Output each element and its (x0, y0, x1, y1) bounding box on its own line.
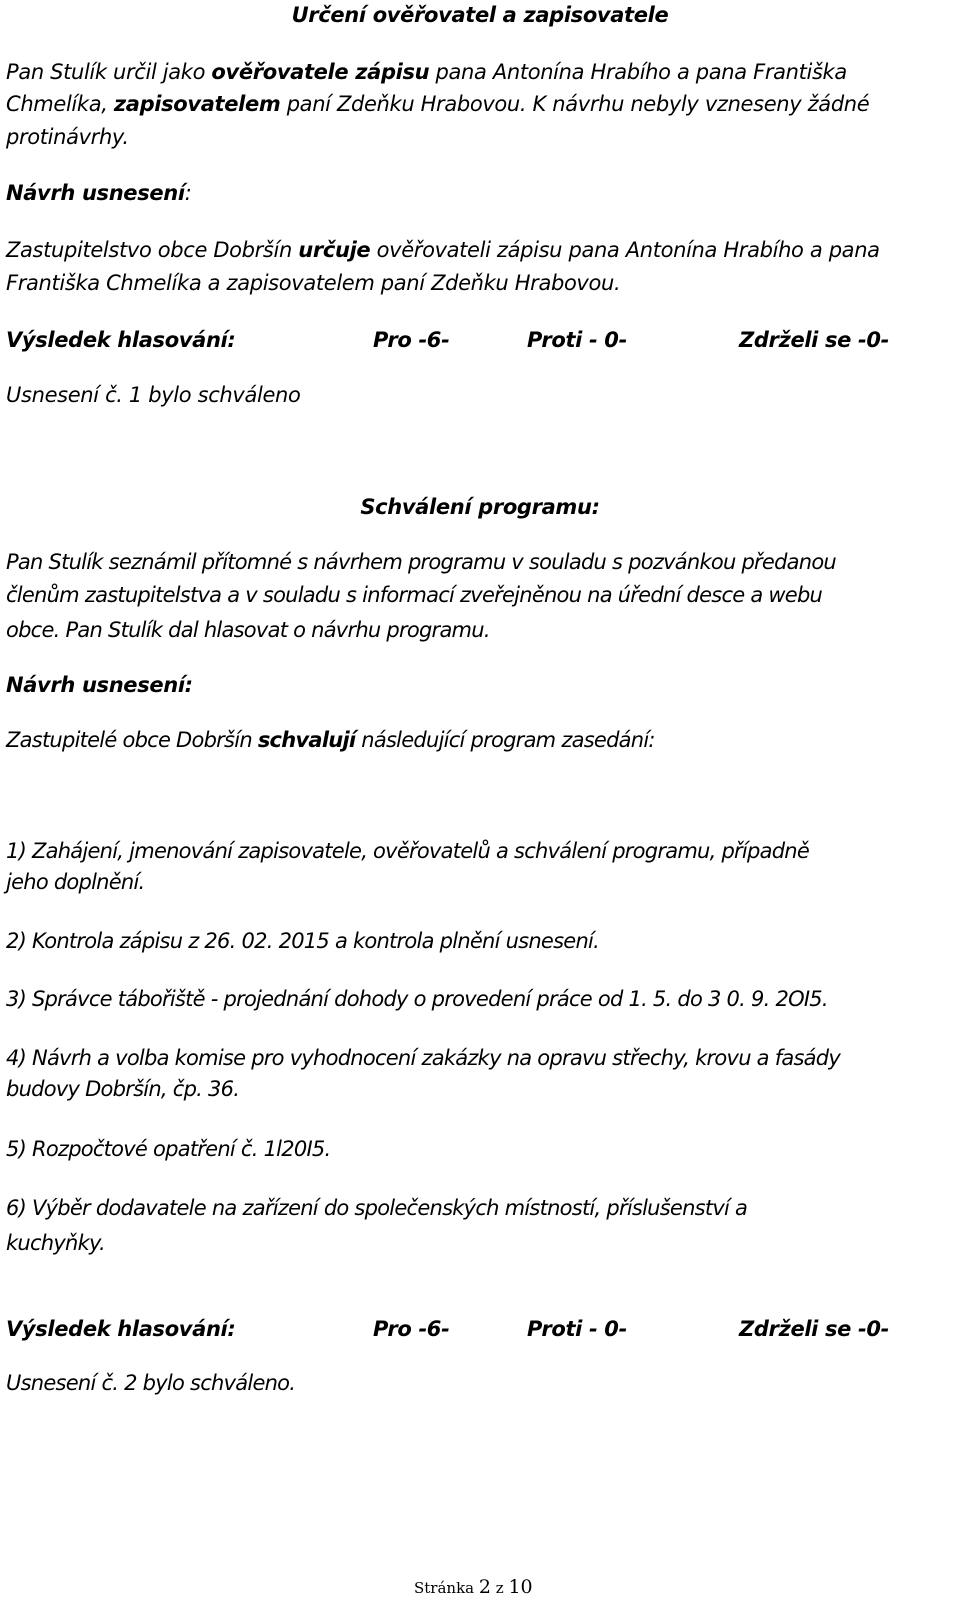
intro-text: pana Antonína Hrabího a pana Františka (429, 60, 847, 84)
resolution-text: Zastupitelstvo obce Dobršín (6, 238, 299, 262)
intro-bold-recorder: zapisovatelem (113, 92, 281, 116)
proposal-heading-2: Návrh usnesení: (6, 673, 193, 697)
resolution-1-line-1 (6, 237, 880, 263)
agenda-item-4-line-2: budovy Dobršín, čp. 36. (6, 1077, 240, 1101)
section-title-program: Schválení programu: (360, 495, 600, 519)
agenda-item-6-line-2: kuchyňky. (6, 1231, 105, 1255)
vote-against: Proti - 0- (527, 1317, 627, 1341)
proposal-heading-1 (6, 180, 191, 206)
intro-line-3: protinávrhy. (6, 125, 129, 149)
vote-against: Proti - 0- (527, 328, 627, 352)
proposal-heading-text: Návrh usnesení (6, 181, 185, 205)
page-total: 10 (508, 1576, 533, 1598)
agenda-item-3: 3) Správce tábořiště - projednání dohody o provedení práce od 1. 5. do 3 0. 9. 2OI5. (6, 987, 828, 1011)
program-intro-line-3: obce. Pan Stulík dal hlasovat o návrhu programu. (6, 618, 490, 642)
intro-line-2 (6, 91, 869, 117)
intro-bold-verifiers: ověřovatele zápisu (211, 60, 430, 84)
program-intro-line-2: členům zastupitelstva a v souladu s informací zveřejněnou na úřední desce a webu (6, 583, 823, 607)
resolution-text: ověřovateli zápisu pana Antonína Hrabího a pana (370, 238, 880, 262)
resolution-text: Zastupitelé obce Dobršín (6, 728, 258, 752)
vote-result-2 (0, 1316, 960, 1342)
agenda-item-4-line-1: 4) Návrh a volba komise pro vyhodnocení zakázky na opravu střechy, krovu a fasády (6, 1046, 841, 1070)
vote-for: Pro -6- (373, 1317, 450, 1341)
page-word: Stránka (414, 1579, 475, 1597)
proposal-heading-colon: : (184, 181, 192, 205)
resolution-bold-determines: určuje (298, 238, 371, 262)
intro-text: Pan Stulík určil jako (6, 60, 212, 84)
intro-text: Chmelíka, (6, 92, 114, 116)
agenda-item-1-line-2: jeho doplnění. (6, 870, 145, 894)
page-current: 2 (478, 1576, 491, 1598)
vote-abstain: Zdrželi se -0- (739, 1317, 889, 1341)
agenda-item-1-line-1: 1) Zahájení, jmenování zapisovatele, ověřovatelů a schválení programu, případně (6, 839, 810, 863)
resolution-bold-approve: schvalují (257, 728, 356, 752)
vote-label: Výsledek hlasování: (6, 1317, 236, 1341)
resolution-1-line-2: Františka Chmelíka a zapisovatelem paní Zdeňku Hrabovou. (6, 271, 621, 295)
intro-text: paní Zdeňku Hrabovou. K návrhu nebyly vzneseny žádné (280, 92, 870, 116)
intro-line-1 (6, 59, 847, 85)
vote-for: Pro -6- (373, 328, 450, 352)
resolution-2 (6, 727, 655, 753)
program-intro-line-1: Pan Stulík seznámil přítomné s návrhem programu v souladu s pozvánkou předanou (6, 550, 836, 574)
page-number (414, 1577, 533, 1598)
resolution-2-result: Usnesení č. 2 bylo schváleno. (6, 1371, 296, 1395)
vote-label: Výsledek hlasování: (6, 328, 236, 352)
vote-abstain: Zdrželi se -0- (739, 328, 889, 352)
section-title-verifiers: Určení ověřovatel a zapisovatele (291, 3, 669, 27)
vote-result-1 (0, 327, 960, 353)
agenda-item-5: 5) Rozpočtové opatření č. 1l20I5. (6, 1137, 331, 1161)
resolution-text: následující program zasedání: (355, 728, 655, 752)
agenda-item-6-line-1: 6) Výběr dodavatele na zařízení do společenských místností, příslušenství a (6, 1196, 748, 1220)
agenda-item-2: 2) Kontrola zápisu z 26. 02. 2015 a kontrola plnění usnesení. (6, 929, 600, 953)
page-of: z (495, 1579, 504, 1597)
resolution-1-result: Usnesení č. 1 bylo schváleno (6, 383, 301, 407)
